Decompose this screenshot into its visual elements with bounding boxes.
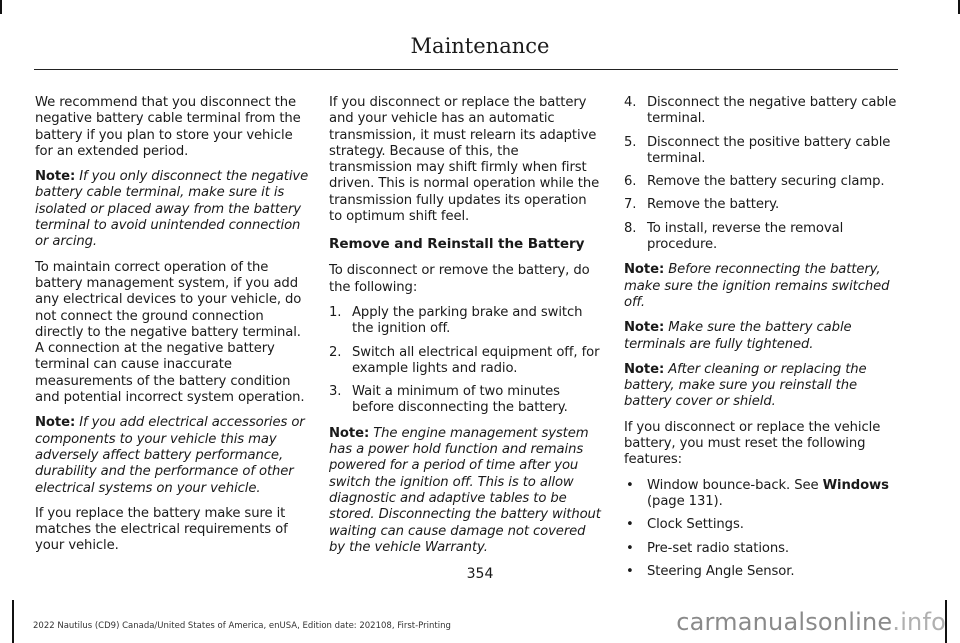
- column-left: [35, 95, 309, 564]
- paragraph: To maintain correct operation of the battery management system, if you add any electrical devices to your vehicle, do not connect the ground connection directly to the negative battery terminal. A connection at the negative battery terminal can cause inaccurate measurements of the battery condition and potential incorrect system operation.: [35, 259, 305, 406]
- list-item: [624, 478, 898, 511]
- step-number: 7.: [624, 197, 637, 213]
- column-right: [624, 95, 898, 589]
- step-number: 5.: [624, 134, 637, 150]
- note-label: Note:: [624, 320, 665, 336]
- list-item: [624, 174, 898, 190]
- bullet-icon: •: [626, 477, 634, 493]
- note-text: After cleaning or replacing the battery, make sure you reinstall the battery cover or shield.: [624, 361, 867, 410]
- paragraph: We recommend that you disconnect the negative battery cable terminal from the battery if you plan to store your vehicle for an extended period.: [35, 95, 301, 159]
- step-number: 8.: [624, 220, 637, 236]
- steps-list: [329, 305, 603, 417]
- list-item: [624, 221, 898, 254]
- list-item: [624, 517, 898, 533]
- list-item: [329, 305, 603, 338]
- note-label: Note:: [624, 361, 665, 377]
- step-text: To install, reverse the removal procedure.: [647, 220, 844, 253]
- step-number: 1.: [329, 304, 342, 320]
- list-item: [329, 384, 603, 417]
- paragraph: To disconnect or remove the battery, do the following:: [329, 263, 590, 295]
- list-item: [624, 95, 898, 128]
- paragraph: If you disconnect or replace the vehicle battery, you must reset the following features:: [624, 419, 881, 468]
- watermark-tld: .info: [892, 608, 946, 636]
- note-text: The engine management system has a power hold function and remains powered for a period of time after you switch the ignition off. This is to allow diagnostic and adaptive tables to be stored. Disconnecting the battery without waiting can cause damage not covered by the vehicle Warranty.: [329, 425, 601, 555]
- list-item: [329, 345, 603, 378]
- crop-mark: [0, 0, 2, 14]
- note-label: Note:: [329, 425, 370, 441]
- note: [35, 415, 309, 496]
- note-text: If you add electrical accessories or components to your vehicle this may adversely affect battery performance, durability and the performance of other electrical systems on your vehicle.: [35, 415, 305, 496]
- note-text: If you only disconnect the negative battery cable terminal, make sure it is isolated or placed away from the battery terminal to avoid unintended connection or arcing.: [35, 169, 309, 250]
- step-number: 2.: [329, 344, 342, 360]
- paragraph: If you disconnect or replace the battery and your vehicle has an automatic transmission, it must relearn its adaptive strategy. Because of this, the transmission may shift firmly when first driven. This is normal operation while the transmission fully updates its operation to optimum shift feel.: [329, 95, 600, 225]
- paragraph: If you replace the battery make sure it matches the electrical requirements of your vehicle.: [35, 505, 288, 554]
- features-list: [624, 478, 898, 580]
- note-text: Make sure the battery cable terminals are fully tightened.: [624, 320, 852, 352]
- page-reference: (page 131).: [647, 493, 723, 509]
- step-number: 3.: [329, 384, 342, 400]
- step-number: 6.: [624, 174, 637, 190]
- bullet-icon: •: [626, 517, 634, 533]
- note: [624, 320, 898, 353]
- bullet-text: Steering Angle Sensor.: [647, 563, 795, 579]
- note-label: Note:: [35, 415, 76, 431]
- step-text: Remove the battery securing clamp.: [647, 174, 885, 190]
- list-item: [624, 135, 898, 168]
- note: [624, 262, 898, 311]
- note-label: Note:: [35, 169, 76, 185]
- page-title: Maintenance: [410, 34, 550, 58]
- step-text: Apply the parking brake and switch the ignition off.: [352, 304, 583, 337]
- bullet-text: Window bounce-back. See: [647, 477, 823, 493]
- note: [329, 426, 603, 556]
- windows-link[interactable]: Windows: [822, 477, 889, 493]
- list-item: [624, 541, 898, 557]
- edition-footer: 2022 Nautilus (CD9) Canada/United States of America, enUSA, Edition date: 202108, First-Printing: [33, 621, 451, 631]
- crop-mark: [12, 600, 14, 643]
- bullet-text: Clock Settings.: [647, 517, 744, 533]
- header-divider: [34, 69, 898, 70]
- note-text: Before reconnecting the battery, make sure the ignition remains switched off.: [624, 262, 890, 310]
- column-middle: [329, 95, 603, 565]
- step-number: 4.: [624, 95, 637, 110]
- watermark: [676, 608, 946, 636]
- section-heading: Remove and Reinstall the Battery: [329, 236, 585, 253]
- note: [35, 169, 309, 250]
- note-label: Note:: [624, 262, 665, 278]
- step-text: Disconnect the negative battery cable terminal.: [647, 95, 897, 127]
- step-text: Remove the battery.: [647, 197, 780, 213]
- list-item: [624, 197, 898, 213]
- bullet-text: Pre-set radio stations.: [647, 540, 790, 556]
- steps-list: [624, 95, 898, 253]
- step-text: Switch all electrical equipment off, for example lights and radio.: [352, 344, 600, 376]
- watermark-main: carmanualsonline: [676, 608, 893, 636]
- bullet-icon: •: [626, 540, 634, 556]
- step-text: Disconnect the positive battery cable terminal.: [647, 134, 891, 166]
- note: [624, 362, 898, 411]
- page-number: 354: [466, 566, 494, 582]
- step-text: Wait a minimum of two minutes before disconnecting the battery.: [352, 384, 568, 416]
- bullet-icon: •: [626, 563, 634, 579]
